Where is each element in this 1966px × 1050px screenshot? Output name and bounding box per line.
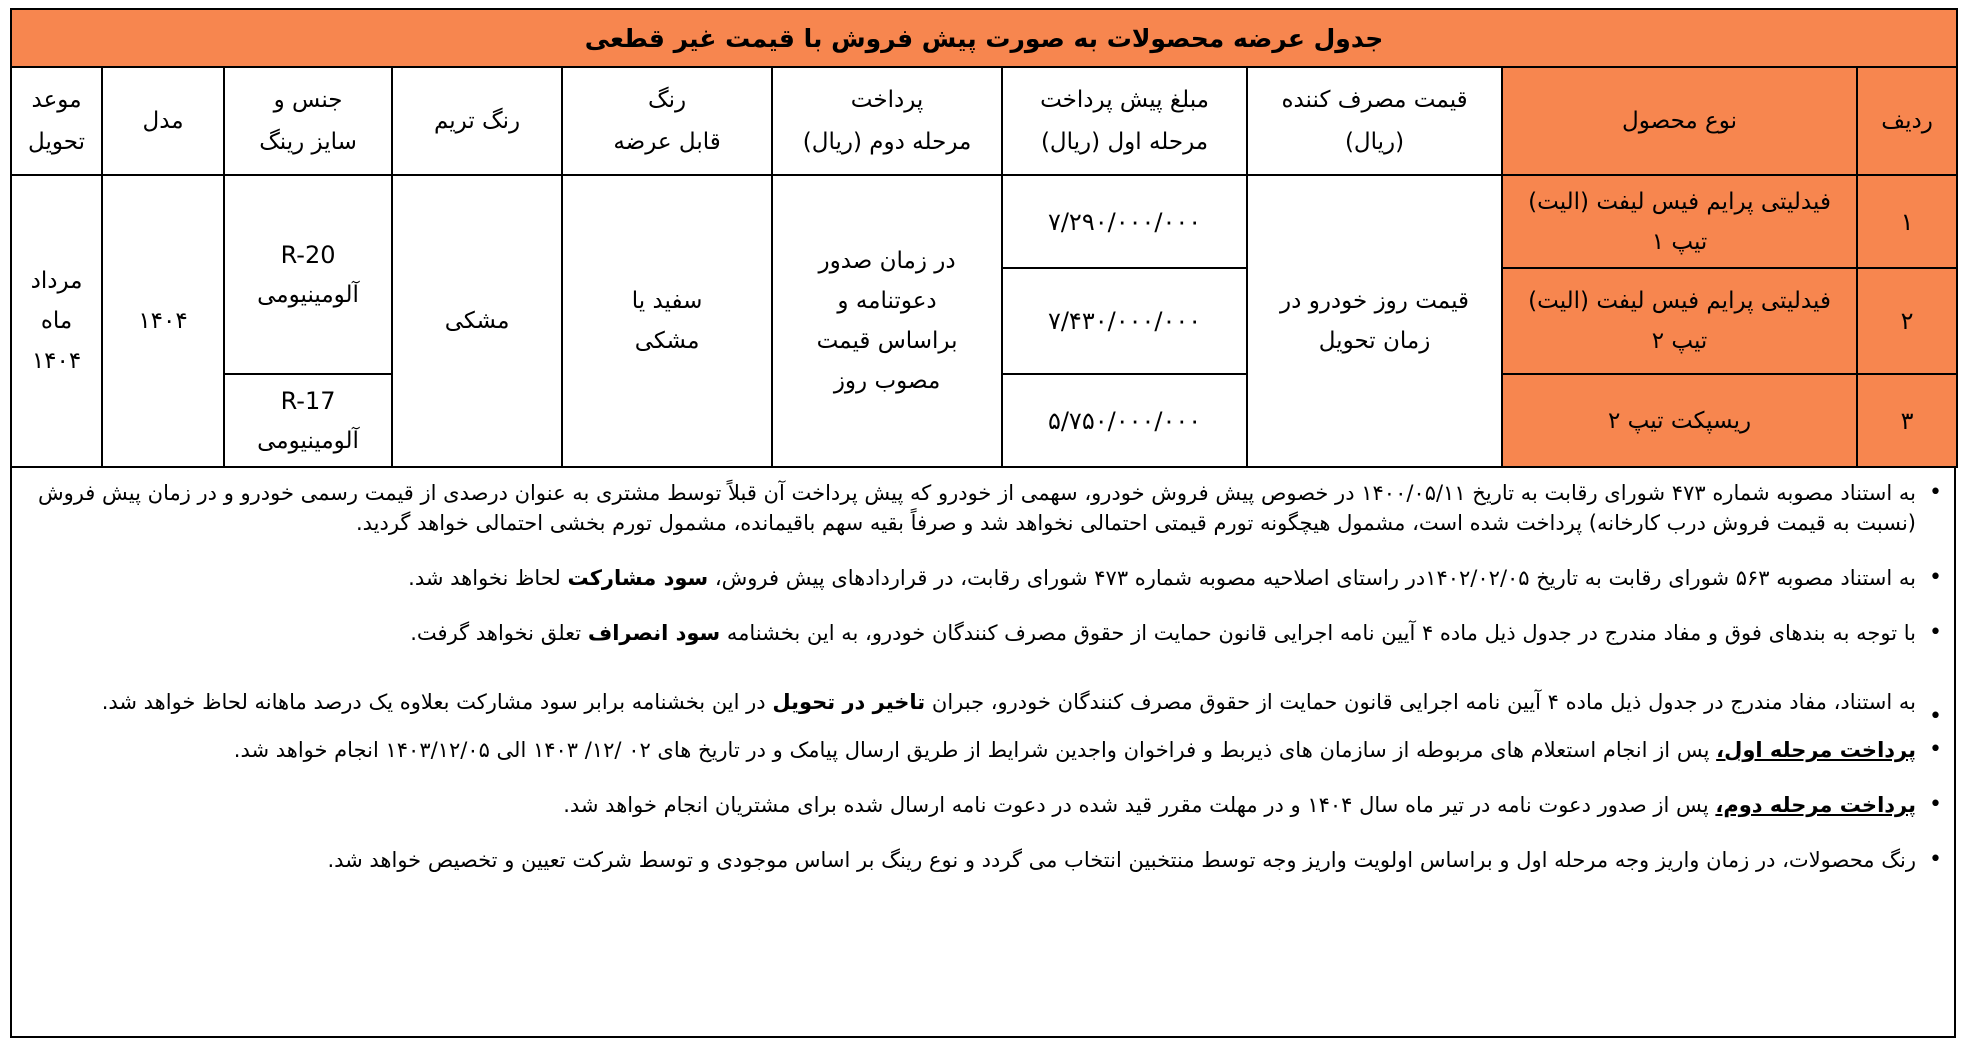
row-number: ۱: [1857, 175, 1957, 268]
header-trim-color: رنگ تریم: [392, 67, 562, 175]
row-number: ۳: [1857, 374, 1957, 467]
trim-color: مشکی: [392, 175, 562, 467]
note-item: • به استناد مصوبه ۵۶۳ شورای رقابت به تاریخ ۱۴۰۲/۰۲/۰۵در راستای اصلاحیه مصوبه شماره ۴۷۳ شورای رقابت، در قراردادهای پیش فروش، سود مشارکت لحاظ نخواهد شد.: [22, 563, 1942, 593]
prepayment-amount: ۷/۲۹۰/۰۰۰/۰۰۰: [1002, 175, 1247, 268]
header-delivery: موعد تحویل: [11, 67, 102, 175]
note-item: • پرداخت مرحله اول، پس از انجام استعلام های مربوطه از سازمان های ذیربط و فراخوان واجدین شرایط از طریق ارسال پیامک و در تاریخ های ۰۲ /۱۲/ ۱۴۰۳ الی ۱۴۰۳/۱۲/۰۵ انجام خواهد شد.: [22, 735, 1942, 765]
header-rim: جنس و سایز رینگ: [224, 67, 392, 175]
consumer-price: قیمت روز خودرو در زمان تحویل: [1247, 175, 1502, 467]
header-second-payment: پرداخت مرحله دوم (ریال): [772, 67, 1002, 175]
bullet-icon: •: [1929, 480, 1942, 505]
bullet-icon: •: [1929, 565, 1942, 590]
bullet-icon: •: [1929, 792, 1942, 817]
bullet-icon: •: [1929, 704, 1942, 729]
header-consumer-price: قیمت مصرف کننده (ریال): [1247, 67, 1502, 175]
note-item: • با توجه به بندهای فوق و مفاد مندرج در جدول ذیل ماده ۴ آیین نامه اجرایی قانون حمایت از حقوق مصرف کنندگان خودرو، به این بخشنامه سود انصراف تعلق نخواهد گرفت.: [22, 618, 1942, 648]
rim-option-b: R-17 آلومینیومی: [224, 374, 392, 467]
note-item: • رنگ محصولات، در زمان واریز وجه مرحله اول و براساس اولویت واریز وجه توسط منتخبین انتخاب می گردد و نوع رینگ بر اساس موجودی و توسط شرکت تعیین و تخصیص خواهد شد.: [22, 845, 1942, 875]
available-color: سفید یا مشکی: [562, 175, 772, 467]
header-row-number: ردیف: [1857, 67, 1957, 175]
rim-option-a: R-20 آلومینیومی: [224, 175, 392, 374]
table-title: جدول عرضه محصولات به صورت پیش فروش با قیمت غیر قطعی: [11, 9, 1957, 67]
product-type: ریسپکت تیپ ۲: [1502, 374, 1857, 467]
offer-table: [10, 8, 1958, 468]
prepayment-amount: ۷/۴۳۰/۰۰۰/۰۰۰: [1002, 268, 1247, 374]
header-product-type: نوع محصول: [1502, 67, 1857, 175]
bullet-icon: •: [1929, 620, 1942, 645]
header-row: [11, 67, 1957, 175]
second-payment: در زمان صدور دعوتنامه و براساس قیمت مصوب روز: [772, 175, 1002, 467]
product-type: فیدلیتی پرایم فیس لیفت (الیت) تیپ ۱: [1502, 175, 1857, 268]
product-type: فیدلیتی پرایم فیس لیفت (الیت) تیپ ۲: [1502, 268, 1857, 374]
header-model: مدل: [102, 67, 224, 175]
note-item: • به استناد مصوبه شماره ۴۷۳ شورای رقابت به تاریخ ۱۴۰۰/۰۵/۱۱ در خصوص پیش فروش خودرو، سهمی از خودرو که پیش پرداخت آن قبلاً توسط مشتری به عنوان درصدی از قیمت رسمی خودرو و در زمان پیش فروش (نسبت به قیمت فروش درب کارخانه) پرداخت شده است، مشمول هیچگونه تورم قیمتی احتمالی نخواهد شد و صرفاً بقیه سهم باقیمانده، مشمول تورم بخشی احتمالی خواهد گردید.: [37, 480, 1942, 535]
table-row: [11, 175, 1957, 268]
prepayment-amount: ۵/۷۵۰/۰۰۰/۰۰۰: [1002, 374, 1247, 467]
row-number: ۲: [1857, 268, 1957, 374]
delivery-date: مرداد ماه ۱۴۰۴: [11, 175, 102, 467]
bullet-icon: •: [1929, 737, 1942, 762]
bullet-icon: •: [1929, 847, 1942, 872]
header-color: رنگ قابل عرضه: [562, 67, 772, 175]
note-item: • پرداخت مرحله دوم، پس از صدور دعوت نامه در تیر ماه سال ۱۴۰۴ و در مهلت مقرر قید شده در دعوت نامه ارسال شده برای مشتریان انجام خواهد شد.: [22, 790, 1942, 820]
model: ۱۴۰۴: [102, 175, 224, 467]
header-prepayment: مبلغ پیش پرداخت مرحله اول (ریال): [1002, 67, 1247, 175]
note-item: • به استناد، مفاد مندرج در جدول ذیل ماده ۴ آیین نامه اجرایی قانون حمایت از حقوق مصرف کنندگان خودرو، جبران تاخیر در تحویل در این بخشنامه برابر سود مشارکت بعلاوه یک درصد ماهانه لحاظ خواهد شد.: [22, 673, 1942, 731]
notes-list: [22, 478, 1942, 900]
